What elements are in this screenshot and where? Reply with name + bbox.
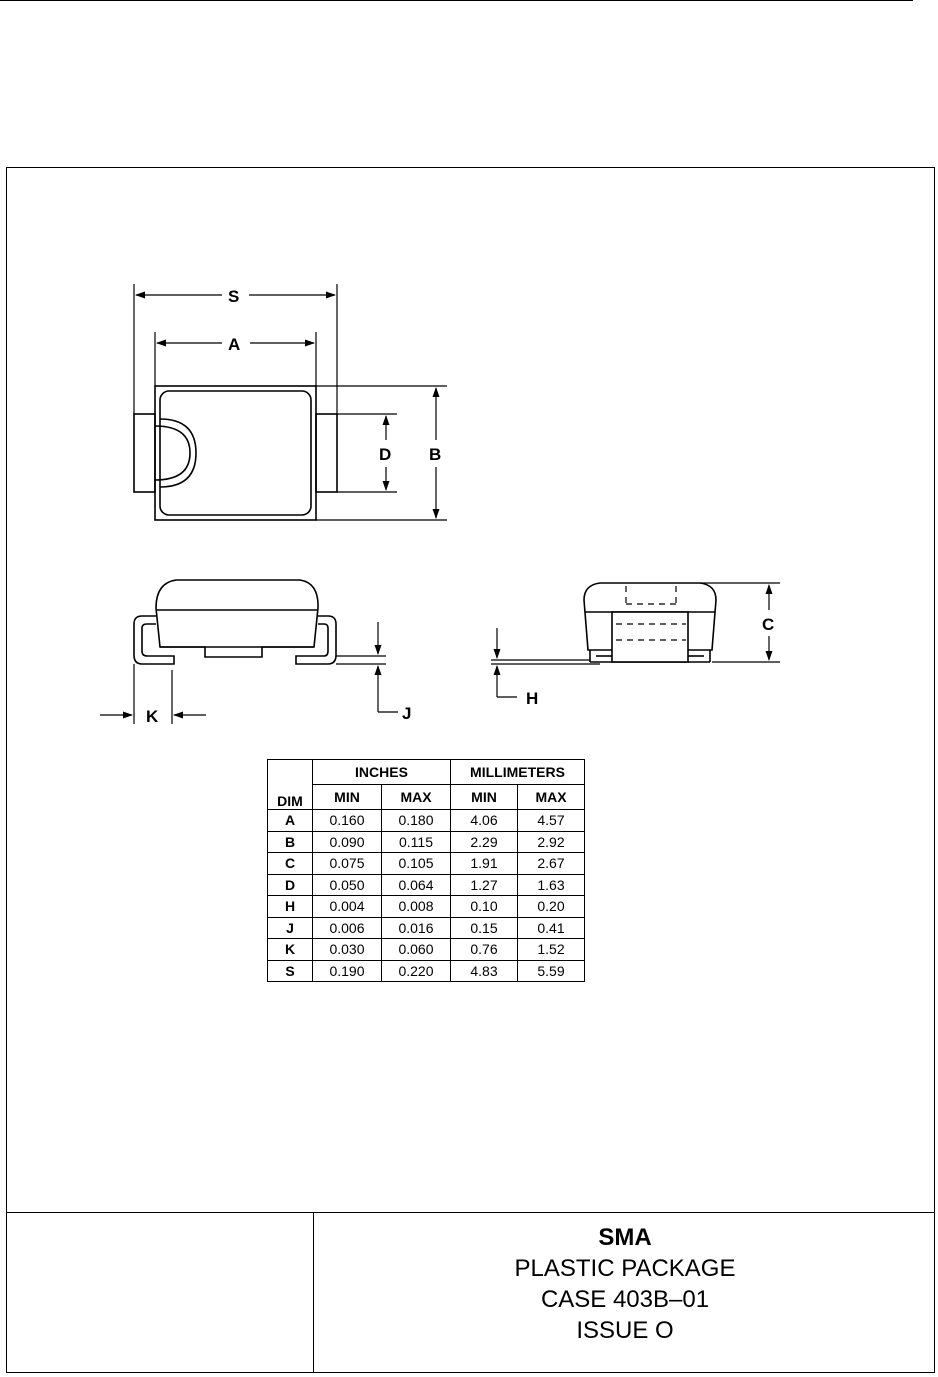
mm-max-cell: 2.67	[518, 853, 585, 875]
label-j: J	[402, 704, 412, 723]
mm-min-cell: 0.76	[451, 939, 518, 961]
label-d: D	[379, 445, 392, 464]
mm-max-cell: 5.59	[518, 960, 585, 982]
inches-min-cell: 0.075	[313, 853, 382, 875]
mm-max-header: MAX	[518, 785, 585, 810]
mm-max-cell: 0.41	[518, 917, 585, 939]
dim-cell: D	[268, 874, 313, 896]
mm-max-cell: 1.52	[518, 939, 585, 961]
title-block-text	[315, 1222, 935, 1346]
millimeters-header: MILLIMETERS	[451, 760, 585, 785]
top-body-inner	[160, 391, 311, 515]
side-body	[156, 580, 318, 647]
label-k: K	[146, 707, 159, 726]
label-h: H	[526, 689, 539, 708]
inches-max-cell: 0.105	[382, 853, 451, 875]
mm-max-cell: 1.63	[518, 874, 585, 896]
inches-min-cell: 0.030	[313, 939, 382, 961]
dimensions-table	[267, 759, 585, 982]
left-lead	[134, 414, 155, 492]
inches-max-cell: 0.064	[382, 874, 451, 896]
title-block-divider	[313, 1212, 314, 1373]
mm-max-cell: 0.20	[518, 896, 585, 918]
label-c: C	[762, 615, 775, 634]
table-group-header-row	[268, 760, 585, 785]
dim-h	[491, 628, 600, 697]
dim-cell: H	[268, 896, 313, 918]
table-sub-header-row	[268, 785, 585, 810]
inches-min-cell: 0.004	[313, 896, 382, 918]
inches-max-cell: 0.115	[382, 831, 451, 853]
mm-min-cell: 4.06	[451, 810, 518, 832]
table-row	[268, 874, 585, 896]
mm-min-cell: 4.83	[451, 960, 518, 982]
dim-cell: K	[268, 939, 313, 961]
inches-max-cell: 0.008	[382, 896, 451, 918]
dim-cell: C	[268, 853, 313, 875]
label-b: B	[429, 445, 442, 464]
label-s: S	[228, 287, 240, 306]
table-row	[268, 853, 585, 875]
inches-max-cell: 0.016	[382, 917, 451, 939]
table-row	[268, 960, 585, 982]
left-j-lead	[134, 616, 174, 664]
inches-min-cell: 0.190	[313, 960, 382, 982]
inches-min-header: MIN	[313, 785, 382, 810]
issue-label: ISSUE O	[576, 1317, 674, 1344]
dim-header: DIM	[277, 793, 303, 809]
top-view	[134, 386, 337, 520]
package-name: SMA	[598, 1224, 652, 1251]
table-row	[268, 917, 585, 939]
dim-cell: A	[268, 810, 313, 832]
table-row	[268, 896, 585, 918]
dim-header-cell	[268, 760, 313, 810]
mm-max-cell: 2.92	[518, 831, 585, 853]
package-type: PLASTIC PACKAGE	[514, 1255, 736, 1282]
dim-j	[336, 622, 398, 712]
inches-min-cell: 0.006	[313, 917, 382, 939]
dim-cell: S	[268, 960, 313, 982]
inches-min-cell: 0.160	[313, 810, 382, 832]
right-lead	[316, 414, 337, 492]
table-row	[268, 831, 585, 853]
side-view	[134, 580, 336, 664]
inches-max-cell: 0.180	[382, 810, 451, 832]
mm-max-cell: 4.57	[518, 810, 585, 832]
table-row	[268, 939, 585, 961]
mm-min-cell: 2.29	[451, 831, 518, 853]
dim-cell: J	[268, 917, 313, 939]
case-number: CASE 403B–01	[540, 1286, 710, 1313]
inches-max-header: MAX	[382, 785, 451, 810]
label-a: A	[228, 335, 241, 354]
dim-cell: B	[268, 831, 313, 853]
top-body	[155, 386, 316, 520]
inches-min-cell: 0.090	[313, 831, 382, 853]
end-view	[584, 583, 716, 662]
inches-max-cell: 0.220	[382, 960, 451, 982]
mm-min-cell: 1.27	[451, 874, 518, 896]
mm-min-header: MIN	[451, 785, 518, 810]
mm-min-cell: 0.15	[451, 917, 518, 939]
inches-header: INCHES	[313, 760, 451, 785]
mm-min-cell: 1.91	[451, 853, 518, 875]
mm-min-cell: 0.10	[451, 896, 518, 918]
inches-min-cell: 0.050	[313, 874, 382, 896]
table-row	[268, 810, 585, 832]
inches-max-cell: 0.060	[382, 939, 451, 961]
